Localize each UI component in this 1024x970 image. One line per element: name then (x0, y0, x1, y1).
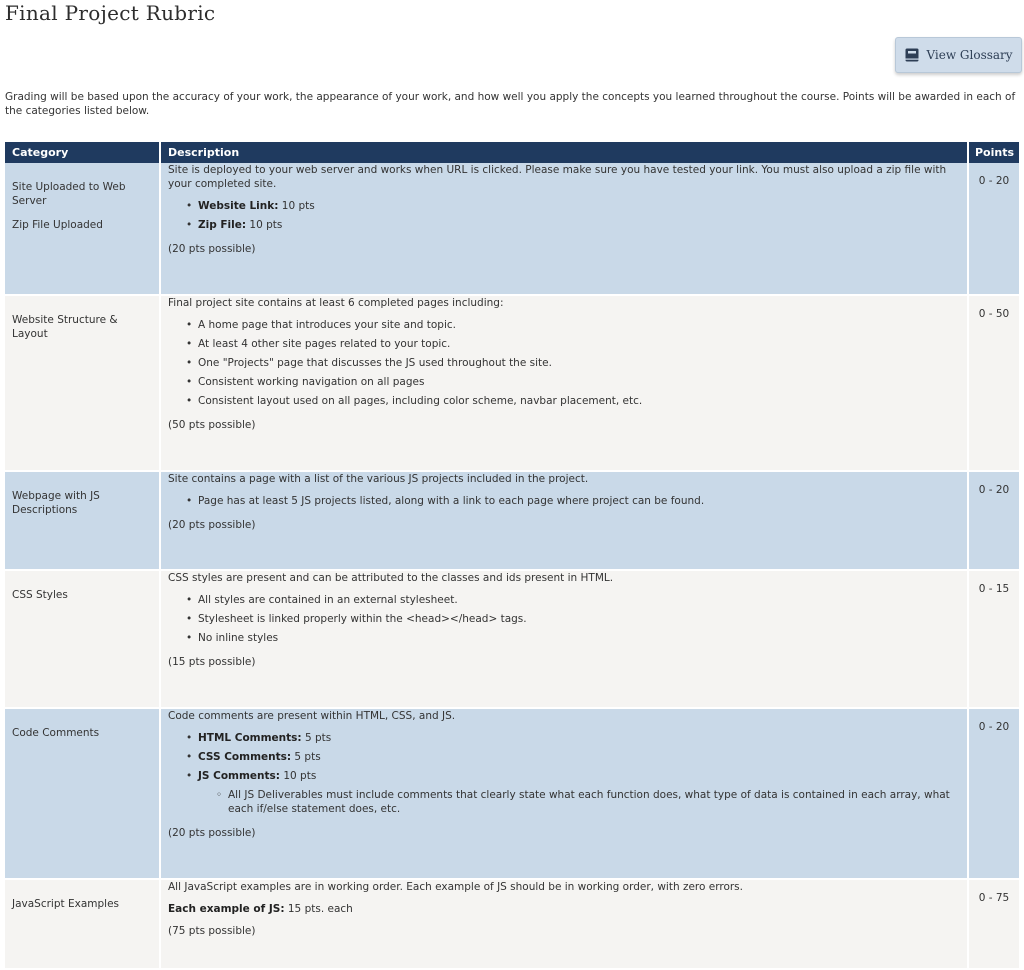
page-title: Final Project Rubric (5, 1, 216, 25)
description-text: CSS styles are present and can be attributed to the classes and ids present in HTML. (168, 572, 614, 584)
criteria-list (168, 318, 960, 408)
list-item (198, 731, 960, 745)
list-item: • A home page that introduces your site and topic. (198, 318, 960, 332)
list-item: • No inline styles (198, 631, 960, 645)
table-header-row (5, 142, 1019, 163)
category-label: Site Uploaded to Web Server (12, 181, 126, 207)
list-item (198, 750, 960, 764)
description-text: Final project site contains at least 6 completed pages including: (168, 297, 504, 309)
points-possible: (15 pts possible) (168, 656, 256, 668)
list-item (198, 769, 960, 816)
item-value: 10 pts (278, 200, 315, 212)
view-glossary-button[interactable] (895, 37, 1022, 73)
category-cell (5, 708, 160, 879)
intro-text: Grading will be based upon the accuracy of your work, the appearance of your work, and how well you apply the concepts you learned throughout the course. Points will be awarded in each of the categories listed below. (5, 91, 1016, 117)
points-possible: (75 pts possible) (168, 925, 256, 937)
criteria-list (168, 593, 960, 645)
item-label: CSS Comments: (198, 751, 292, 763)
description-cell (160, 163, 968, 295)
category-label: CSS Styles (12, 589, 68, 601)
header-description: Description (160, 142, 968, 163)
category-cell (5, 163, 160, 295)
points-possible: (20 pts possible) (168, 519, 256, 531)
header-points: Points (968, 142, 1019, 163)
description-cell (160, 471, 968, 570)
list-item: • At least 4 other site pages related to your topic. (198, 337, 960, 351)
list-item (198, 218, 960, 232)
list-item: • All styles are contained in an external stylesheet. (198, 593, 960, 607)
description-text: All JavaScript examples are in working order. Each example of JS should be in working order, with zero errors. (168, 881, 743, 893)
points-possible: (50 pts possible) (168, 419, 256, 431)
item-label: HTML Comments: (198, 732, 302, 744)
description-text: Code comments are present within HTML, CSS, and JS. (168, 710, 456, 722)
list-item: • Page has at least 5 JS projects listed, along with a link to each page where project can be found. (198, 494, 960, 508)
category-label: Code Comments (12, 727, 100, 739)
item-label: Website Link: (198, 200, 279, 212)
table-row (5, 471, 1019, 570)
table-row (5, 295, 1019, 471)
rubric-table (5, 142, 1019, 970)
list-item: • One "Projects" page that discusses the JS used throughout the site. (198, 356, 960, 370)
list-item (198, 199, 960, 213)
each-example-value: 15 pts. each (284, 903, 353, 915)
category-cell (5, 471, 160, 570)
category-label: Website Structure & Layout (12, 314, 118, 340)
points-cell: 0 - 15 (968, 570, 1019, 708)
each-example-label: Each example of JS: (168, 903, 285, 915)
table-row (5, 879, 1019, 969)
points-possible: (20 pts possible) (168, 827, 256, 839)
description-text: Site contains a page with a list of the various JS projects included in the project. (168, 473, 589, 485)
points-possible: (20 pts possible) (168, 243, 256, 255)
points-cell: 0 - 20 (968, 471, 1019, 570)
points-cell: 0 - 50 (968, 295, 1019, 471)
criteria-list (168, 199, 960, 232)
item-value: 10 pts (246, 219, 283, 231)
points-cell: 0 - 20 (968, 708, 1019, 879)
header-category: Category (5, 142, 160, 163)
book-icon (904, 47, 920, 63)
category-label: JavaScript Examples (12, 898, 119, 910)
item-value: 5 pts (301, 732, 332, 744)
category-label: Webpage with JS Descriptions (12, 490, 100, 516)
sub-list (198, 788, 960, 816)
category-cell (5, 570, 160, 708)
table-row (5, 708, 1019, 879)
criteria-list (168, 494, 960, 508)
list-item: • Consistent working navigation on all pages (198, 375, 960, 389)
description-cell (160, 570, 968, 708)
category-label: Zip File Uploaded (12, 219, 103, 231)
each-example-line (168, 902, 960, 916)
item-value: 10 pts (280, 770, 317, 782)
description-cell (160, 879, 968, 969)
category-cell (5, 879, 160, 969)
description-cell (160, 708, 968, 879)
list-item: • Stylesheet is linked properly within the <head></head> tags. (198, 612, 960, 626)
points-cell: 0 - 75 (968, 879, 1019, 969)
sub-list-item: ◦ All JS Deliverables must include comments that clearly state what each function does, what type of data is contained in each array, what each if/else statement does, etc. (228, 788, 960, 816)
table-row (5, 570, 1019, 708)
points-cell: 0 - 20 (968, 163, 1019, 295)
criteria-list (168, 731, 960, 816)
item-label: JS Comments: (198, 770, 280, 782)
description-text: Site is deployed to your web server and works when URL is clicked. Please make sure you have tested your link. You must also upload a zip file with your completed site. (168, 164, 947, 190)
item-label: Zip File: (198, 219, 247, 231)
description-cell (160, 295, 968, 471)
category-cell (5, 295, 160, 471)
item-value: 5 pts (291, 751, 321, 763)
list-item: • Consistent layout used on all pages, including color scheme, navbar placement, etc. (198, 394, 960, 408)
view-glossary-label: View Glossary (926, 48, 1013, 62)
table-row (5, 163, 1019, 295)
